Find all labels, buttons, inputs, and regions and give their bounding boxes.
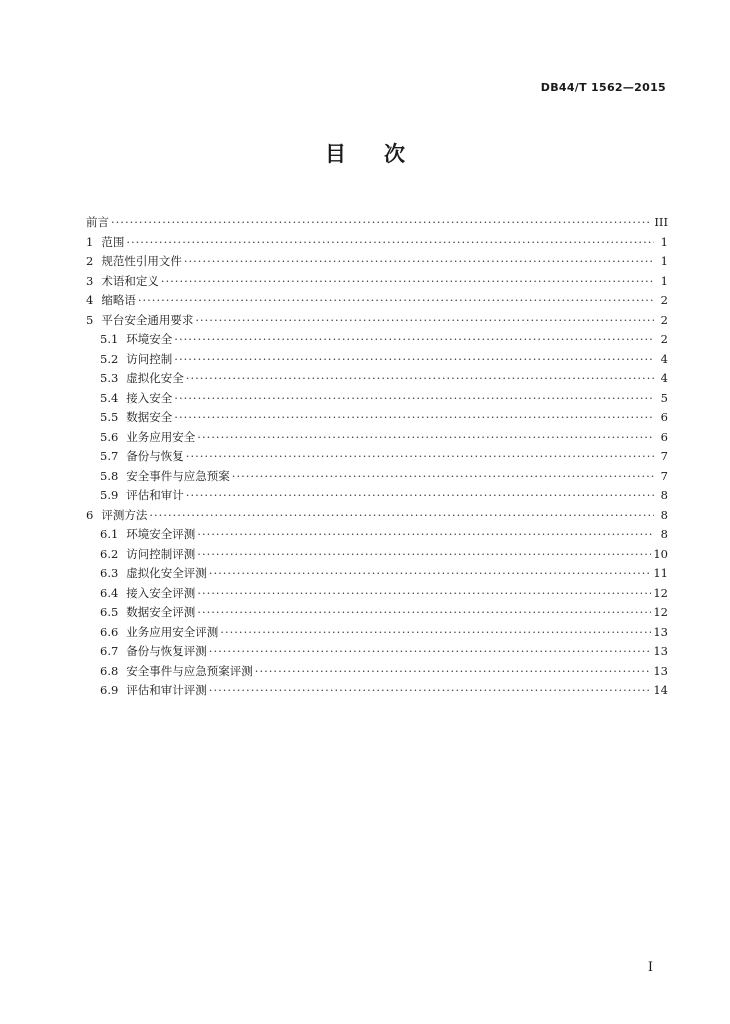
toc-entry-number: 5.2 [100,351,119,366]
toc-entry-label: 评测方法 [101,507,148,522]
toc-entry[interactable] [86,447,668,467]
toc-dot-leader [197,525,654,545]
toc-entry-page: 1 [660,273,668,288]
toc-entry-label: 访问控制评测 [126,546,196,561]
toc-entry[interactable] [86,662,668,682]
toc-entry-number: 6.8 [100,663,119,678]
toc-entry[interactable] [86,408,668,428]
toc-dot-leader [197,584,651,604]
table-of-contents [86,213,668,701]
toc-entry-label: 数据安全评测 [126,605,196,619]
toc-entry[interactable] [86,545,668,565]
toc-entry-label: 数据安全 [126,410,173,424]
toc-dot-leader [186,486,654,506]
document-code: DB44/T 1562—2015 [540,81,666,94]
toc-dot-leader [184,252,654,272]
toc-entry-number: 6.1 [100,527,119,541]
toc-dot-leader [209,642,652,662]
toc-entry-number: 5.7 [100,449,119,463]
toc-entry[interactable] [86,389,668,409]
toc-entry[interactable] [86,525,668,545]
toc-dot-leader [161,272,654,292]
toc-dot-leader [111,213,652,233]
toc-entry[interactable] [86,584,668,604]
toc-entry-page: 8 [660,507,668,522]
toc-entry-number: 4 [86,293,94,307]
toc-dot-leader [186,369,654,389]
toc-entry[interactable] [86,311,668,331]
toc-entry[interactable] [86,350,668,370]
toc-entry-label: 范围 [101,234,125,249]
toc-dot-leader [149,506,654,526]
toc-entry[interactable] [86,252,668,272]
toc-entry-label: 环境安全 [126,332,173,346]
toc-entry[interactable] [86,213,668,233]
toc-entry[interactable] [86,233,668,253]
toc-entry-label: 平台安全通用要求 [101,312,194,327]
toc-entry-number: 5.8 [100,468,119,483]
toc-entry-page: 4 [660,351,668,366]
toc-entry-page: 13 [653,644,668,658]
toc-entry-number: 6.3 [100,566,119,580]
toc-entry-label: 备份与恢复评测 [126,644,207,658]
toc-entry-page: 14 [653,683,668,697]
toc-entry-label: 业务应用安全 [126,429,196,444]
toc-entry-page: 8 [660,527,668,541]
toc-entry-page: 2 [660,332,668,346]
toc-entry-label: 业务应用安全评测 [126,624,219,639]
toc-dot-leader [195,311,654,331]
toc-entry-label: 规范性引用文件 [101,254,182,268]
toc-entry-number: 6.7 [100,644,119,658]
toc-entry-label: 访问控制 [126,351,173,366]
page-title-part-1: 目 [325,142,346,166]
toc-entry-page: III [654,215,668,229]
toc-entry[interactable] [86,467,668,487]
toc-entry[interactable] [86,428,668,448]
page-title-part-2: 次 [384,142,405,166]
toc-dot-leader [197,603,651,623]
toc-entry-label: 前言 [86,215,109,229]
toc-entry-page: 13 [653,624,668,639]
toc-entry-page: 11 [653,566,668,580]
toc-entry-label: 评估和审计 [126,488,184,502]
toc-entry-label: 环境安全评测 [126,527,196,541]
toc-dot-leader [138,291,654,311]
toc-entry[interactable] [86,486,668,506]
toc-entry-label: 接入安全 [126,390,173,405]
toc-entry-label: 虚拟化安全评测 [126,566,207,580]
toc-entry-label: 安全事件与应急预案评测 [126,663,253,678]
toc-entry[interactable] [86,603,668,623]
toc-entry-page: 1 [660,234,668,249]
toc-entry-number: 5.9 [100,488,119,502]
toc-entry-label: 备份与恢复 [126,449,184,463]
toc-entry-page: 1 [660,254,668,268]
toc-entry-number: 6.4 [100,585,119,600]
toc-entry-number: 6.2 [100,546,119,561]
toc-dot-leader [174,408,654,428]
toc-entry[interactable] [86,642,668,662]
toc-entry-page: 7 [660,468,668,483]
toc-entry-number: 6.6 [100,624,119,639]
toc-dot-leader [197,545,651,565]
toc-entry-number: 3 [86,273,94,288]
toc-entry-page: 12 [653,585,668,600]
toc-entry[interactable] [86,330,668,350]
toc-entry-number: 1 [86,234,94,249]
toc-entry-number: 6.5 [100,605,119,619]
toc-entry-number: 5 [86,312,94,327]
toc-dot-leader [232,467,654,487]
toc-dot-leader [220,623,651,643]
toc-dot-leader [197,428,654,448]
toc-entry-page: 7 [660,449,668,463]
toc-dot-leader [174,350,654,370]
toc-entry-number: 5.5 [100,410,119,424]
toc-entry-page: 8 [660,488,668,502]
toc-entry-label: 接入安全评测 [126,585,196,600]
toc-dot-leader [209,681,652,701]
toc-entry-page: 6 [660,410,668,424]
toc-entry-page: 12 [653,605,668,619]
toc-entry-page: 2 [660,312,668,327]
toc-entry-page: 10 [653,546,668,561]
toc-entry[interactable] [86,681,668,701]
toc-entry[interactable] [86,369,668,389]
toc-entry-number: 5.4 [100,390,119,405]
toc-dot-leader [126,233,654,253]
toc-entry-page: 4 [660,371,668,385]
toc-entry-label: 安全事件与应急预案 [126,468,230,483]
toc-dot-leader [174,330,654,350]
toc-entry-number: 6 [86,507,94,522]
toc-entry-number: 2 [86,254,94,268]
toc-entry[interactable] [86,272,668,292]
toc-entry-page: 13 [653,663,668,678]
toc-dot-leader [209,564,652,584]
toc-entry-label: 缩略语 [101,293,136,307]
toc-entry-label: 术语和定义 [101,273,159,288]
toc-entry-number: 5.1 [100,332,119,346]
toc-entry[interactable] [86,506,668,526]
toc-entry-page: 6 [660,429,668,444]
toc-entry-number: 6.9 [100,683,119,697]
page-number: I [647,960,653,975]
toc-entry-page: 2 [660,293,668,307]
toc-entry-number: 5.6 [100,429,119,444]
toc-entry[interactable] [86,564,668,584]
toc-entry-label: 评估和审计评测 [126,683,207,697]
toc-dot-leader [255,662,652,682]
toc-entry-page: 5 [660,390,668,405]
page-title [0,138,730,168]
toc-entry[interactable] [86,291,668,311]
toc-dot-leader [174,389,654,409]
toc-dot-leader [186,447,654,467]
toc-entry-number: 5.3 [100,371,119,385]
toc-entry-label: 虚拟化安全 [126,371,184,385]
toc-entry[interactable] [86,623,668,643]
